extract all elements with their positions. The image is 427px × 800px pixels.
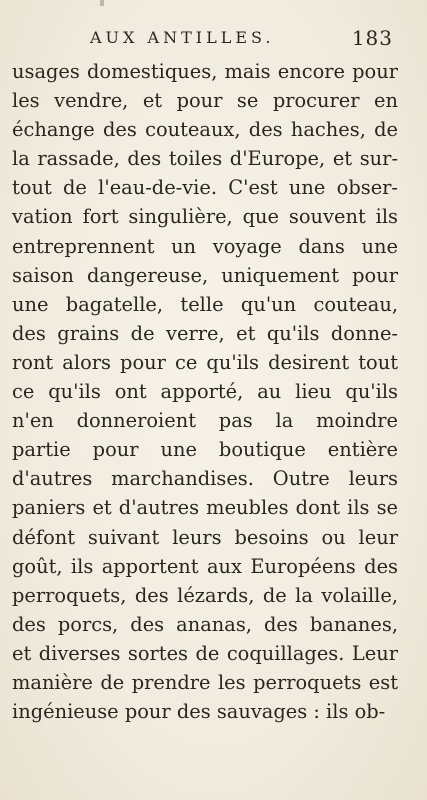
text-line: ce qu'ils ont apporté, au lieu qu'ils — [12, 380, 398, 404]
text-line: et diverses sortes de coquillages. Leur — [12, 641, 398, 665]
text-line: ront alors pour ce qu'ils desirent tout — [12, 350, 398, 374]
text-line: défont suivant leurs besoins ou leur — [12, 525, 398, 549]
text-line: la rassade, des toiles d'Europe, et sur- — [12, 147, 398, 171]
text-line: paniers et d'autres meubles dont ils se — [12, 496, 398, 520]
text-line: tout de l'eau-de-vie. C'est une obser- — [12, 176, 398, 200]
text-line: une bagatelle, telle qu'un couteau, — [12, 292, 398, 316]
text-line: d'autres marchandises. Outre leurs — [12, 467, 398, 491]
text-line: les vendre, et pour se procurer en — [12, 89, 398, 113]
text-line: partie pour une boutique entière — [12, 438, 398, 462]
text-line: des grains de verre, et qu'ils donne- — [12, 321, 398, 345]
text-line: des porcs, des ananas, des bananes, — [12, 612, 398, 636]
text-line: vation fort singulière, que souvent ils — [12, 205, 398, 229]
text-line: manière de prendre les perroquets est — [12, 670, 398, 694]
text-line: goût, ils apportent aux Européens des — [12, 554, 398, 578]
text-line: saison dangereuse, uniquement pour — [12, 263, 398, 287]
running-head — [18, 28, 409, 52]
page-number: 183 — [351, 26, 393, 50]
text-line: entreprennent un voyage dans une — [12, 234, 398, 258]
ink-mark — [100, 0, 104, 6]
text-line: n'en donneroient pas la moindre — [12, 409, 398, 433]
text-line: usages domestiques, mais encore pour — [12, 60, 398, 83]
running-title: AUX ANTILLES. — [90, 28, 275, 47]
text-line: échange des couteaux, des haches, de — [12, 118, 398, 142]
text-line: perroquets, des lézards, de la volaille, — [12, 583, 398, 607]
body-text — [12, 57, 398, 726]
text-line: ingénieuse pour des sauvages : ils ob- — [12, 700, 386, 724]
